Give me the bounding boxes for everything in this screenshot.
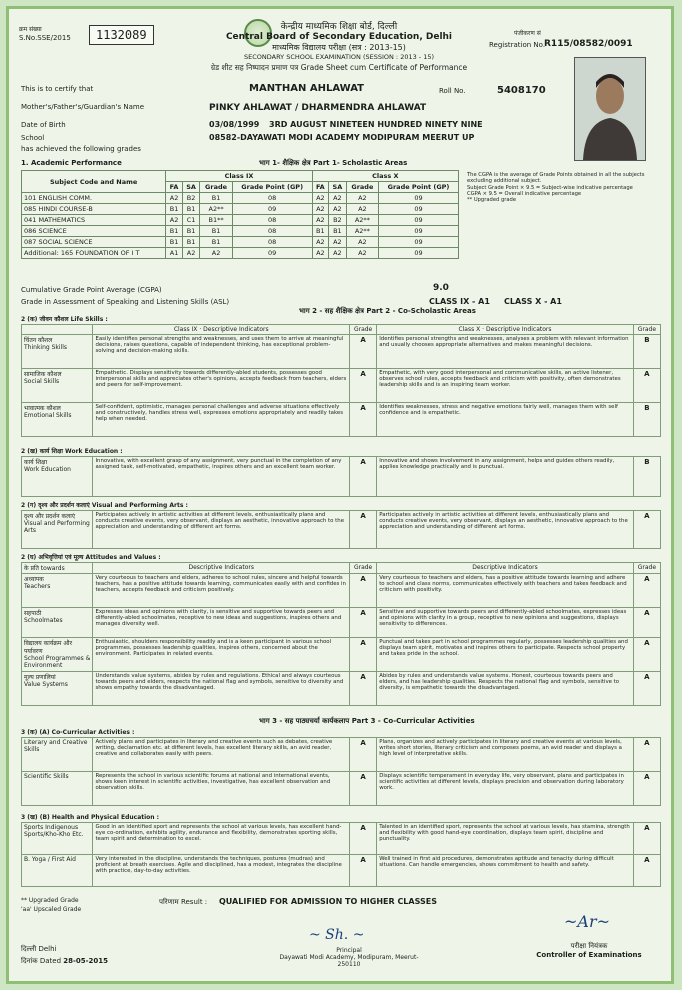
serial-label: S.No.SSE/2015 bbox=[19, 34, 71, 42]
visual-arts-row: दृश्य और प्रदर्शन कलाएं Visual and Performing Arts Participates actively in artistic activities at different levels, enthusiastically plans and conducts creative events, very observant, displays an aesthetic, innovative approach to the appreciation and understanding of different art forms. A Participates actively in artistic activities at different levels, enthusiastically plans and conducts creative events, very observant, displays an aesthetic, innovative approach to the appreciation and understanding of different art forms. A bbox=[22, 511, 661, 549]
subject-row: 087 SOCIAL SCIENCE B1 B1 B1 08 A2 A2 A2 09 bbox=[22, 237, 459, 248]
activities-table bbox=[21, 737, 661, 806]
serial-number: 1132089 bbox=[89, 25, 154, 45]
cert-title: Grade Sheet cum Certificate of Performance bbox=[300, 63, 468, 72]
additional-subject-row: Additional: 165 FOUNDATION OF I T A1 A2 A2 09 A2 A2 A2 09 bbox=[22, 248, 459, 259]
asl-label: Grade in Assessment of Speaking and Listening Skills (ASL) bbox=[21, 298, 230, 306]
place: दिल्ली Delhi bbox=[21, 945, 57, 953]
parents-name: PINKY AHLAWAT / DHARMENDRA AHLAWAT bbox=[209, 103, 427, 113]
certificate-body bbox=[19, 17, 661, 975]
subject-row: 085 HINDI COURSE-B B1 B1 A2** 09 A2 A2 A2 09 bbox=[22, 204, 459, 215]
principal-stamp: Principal Dayawati Modi Academy, Modipuram, Meerut-250110 bbox=[279, 947, 419, 968]
serial-hindi-label: क्रम संख्या bbox=[19, 26, 42, 33]
col-subject: Subject Code and Name bbox=[22, 171, 166, 193]
attitude-row: सहपाठी Schoolmates Expresses ideas and opinions with clarity, is sensitive and supportive towards peers and differently-abled schoolmates, receptive to new ideas and suggestions, inspires others and manages diversity well. A Sensitive and supportive towards peers and differently-abled schoolmates, expresses ideas and opinions with clarity in a group, receptive to new opinions and suggestions, displays sensitivity to differences. A bbox=[22, 608, 661, 638]
col-class-9: Class IX bbox=[166, 171, 312, 182]
board-name-english: Central Board of Secondary Education, Delhi bbox=[225, 32, 453, 42]
controller-label: परीक्षा नियंत्रक Controller of Examinations bbox=[536, 942, 642, 959]
controller-signature-icon: ~Ar~ bbox=[564, 912, 611, 931]
scholastic-table: Subject Code and Name Class IX Class X FA SA Grade Grade Point (GP) FA SA Grade Grade Point (GP) 101 ENGLISH COMM. A2 B2 B1 08 A2 A2 A2 09 085 HINDI COURSE-B B1 B1 A2** 09 A2 A2 A2 09 041 MATHEMATICS A2 C1 B1** 08 A2 B2 A2** 09 086 SCIENCE B1 B1 B1 08 B1 B1 A2** 09 087 SOCIAL SCIENCE B1 B1 B1 08 A2 A2 A2 09 Additional: 165 FOUNDATION OF I T A1 A2 A2 09 A2 A2 A2 09 bbox=[21, 170, 459, 259]
exam-hindi: माध्यमिक विद्यालय परीक्षा (सत्र : 2013-15) bbox=[272, 43, 406, 52]
asl-class-9: CLASS IX - A1 bbox=[429, 297, 490, 306]
registration-label: Registration No. bbox=[489, 41, 546, 49]
activities-title: 3 (क) (A) Co-Curricular Activities : bbox=[21, 729, 135, 736]
school-label: School bbox=[21, 134, 45, 142]
subject-row: 101 ENGLISH COMM. A2 B2 B1 08 A2 A2 A2 09 bbox=[22, 193, 459, 204]
cert-title-hindi: ग्रेड शीट सह निष्पादन प्रमाण पत्र bbox=[210, 63, 299, 72]
life-skill-row: भावात्मक कौशल Emotional Skills Self-confident, optimistic, manages personal challenges and adverse situations effectively and constructively, handles stress well, expresses emotions appropriately and readily takes help when needed. A Identifies weaknesses, stress and negative emotions fairly well, manages them with self confidence and is empathetic. B bbox=[22, 403, 661, 437]
principal-signature-icon: ~ Sh. ~ bbox=[309, 927, 365, 943]
upgraded-legend: ** Upgraded Grade bbox=[21, 897, 79, 904]
attitude-row: अध्यापक Teachers Very courteous to teachers and elders, adheres to school rules, sincere and helpful towards teachers, has a positive attitude towards learning, communicates easily with and confides in teachers, accepts feedback and criticism positively. A Very courteous to teachers and elders, has a positive attitude towards learning and adhere to school and class norms, communicates effectively with teachers and takes feedback and criticism with positivity. A bbox=[22, 574, 661, 608]
upscaled-legend: 'aa' Upscaled Grade bbox=[21, 906, 82, 913]
student-photo bbox=[574, 57, 646, 161]
dob-value: 03/08/1999 bbox=[209, 120, 260, 129]
roll-label: Roll No. bbox=[439, 87, 466, 95]
certify-label: This is to certify that bbox=[21, 85, 94, 93]
board-name-hindi: केन्द्रीय माध्यमिक शिक्षा बोर्ड, दिल्ली bbox=[280, 22, 398, 32]
roll-number: 5408170 bbox=[497, 85, 546, 96]
subject-row: 041 MATHEMATICS A2 C1 B1** 08 A2 B2 A2** 09 bbox=[22, 215, 459, 226]
parents-label: Mother's/Father's/Guardian's Name bbox=[21, 103, 145, 111]
student-name: MANTHAN AHLAWAT bbox=[249, 83, 364, 94]
life-skills-table: Class IX · Descriptive Indicators Grade Class X · Descriptive Indicators Grade चिंतन कौशल Thinking Skills Easily identifies personal strengths and weaknesses, and uses them to arrive at meaningful decisions, raises questions, capable of independent thinking, has exceptional problem-solving and decision-making skills. A Identifies personal strengths and weaknesses, analyses a problem with relevant information and usually chooses appropriate alternatives and makes meaningful decisions. B सामाजिक कौशल Social Skills Empathetic. Displays sensitivity towards differently-abled students, possesses good interpersonal skills and appreciates other's opinions, accepts feedback from teachers, elders and peers for self-improvement. A Empathetic, with very good interpersonal and communicative skills, an active listener, observes school rules, accepts feedback and criticism with positivity, often demonstrates leadership skills and is an inspiring team worker. A भावात्मक कौशल Emotional Skills Self-confident, optimistic, manages personal challenges and adverse situations effectively and constructively, handles stress well, expresses emotions appropriately and readily takes help when needed. A Identifies weaknesses, stress and negative emotions fairly well, manages them with self confidence and is empathetic. B bbox=[21, 324, 661, 437]
work-education-row: कार्य शिक्षा Work Education Innovative, with excellent grasp of any assignment, very punctual in the completion of any assigned task, self-motivated, empathetic, inspires others and an excellent team worker. A Innovative and shows involvement in any assignment, helps and guides others readily, applies knowledge practically and is punctual. B bbox=[22, 457, 661, 497]
health-table bbox=[21, 822, 661, 887]
dob-words: 3RD AUGUST NINETEEN HUNDRED NINETY NINE bbox=[269, 120, 483, 129]
work-education-title: 2 (ख) कार्य शिक्षा Work Education : bbox=[21, 448, 123, 455]
registration-number: R115/08582/0091 bbox=[544, 39, 633, 49]
dob-label: Date of Birth bbox=[21, 121, 66, 129]
academic-label: 1. Academic Performance bbox=[21, 159, 122, 167]
result-value: QUALIFIED FOR ADMISSION TO HIGHER CLASSES bbox=[219, 897, 437, 906]
activity-row: Literary and Creative Skills Actively plans and participates in literary and creative events such as debates, creative writing, declamation etc. at different levels, has excellent literary skills, an avid reader, creative and collaborates easily with peers. A Plans, organizes and actively participates in literary and creative events at various levels, writes short stories, literary criticism and composes poems, an avid reader and displays a high level of interpretative skills. A bbox=[22, 738, 661, 772]
life-skill-row: चिंतन कौशल Thinking Skills Easily identifies personal strengths and weaknesses, and uses them to arrive at meaningful decisions, raises questions, capable of independent thinking, has exceptional problem-solving and decision-making skills. A Identifies personal strengths and weaknesses, analyses a problem with relevant information and usually chooses appropriate alternatives and makes meaningful decisions. B bbox=[22, 335, 661, 369]
cocurricular-part-title: भाग 3 - सह पाठ्यचर्या कार्यकलाप Part 3 - Co-Curricular Activities bbox=[259, 717, 475, 725]
visual-arts-title: 2 (ग) दृश्य और प्रदर्शन कलाएं Visual and Performing Arts : bbox=[21, 502, 188, 509]
asl-class-10: CLASS X - A1 bbox=[504, 297, 562, 306]
school-name: 08582-DAYAWATI MODI ACADEMY MODIPURAM MEERUT UP bbox=[209, 133, 475, 142]
col-class-10: Class X bbox=[312, 171, 458, 182]
result-label: परिणाम Result : bbox=[159, 898, 208, 906]
student-photo-figure bbox=[575, 58, 645, 160]
performance-label: has achieved the following grades bbox=[21, 145, 141, 153]
registration-hindi-label: पंजीकरण सं bbox=[514, 30, 541, 37]
attitudes-table: के प्रति towards Descriptive Indicators Grade Descriptive Indicators Grade अध्यापक Teachers Very courteous to teachers and elders, adheres to school rules, sincere and helpful towards teachers, has a positive attitude towards learning, communicates easily with and confides in teachers, accepts feedback and criticism positively. A Very courteous to teachers and elders, has a positive attitude towards learning and adhere to school and class norms, communicates effectively with teachers and takes feedback and criticism with positivity. A सहपाठी Schoolmates Expresses ideas and opinions with clarity, is sensitive and supportive towards peers and differently-abled schoolmates, receptive to new ideas and suggestions, inspires others and manages diversity well. A Sensitive and supportive towards peers and differently-abled schoolmates, expresses ideas and opinions with clarity in a group, receptive to new opinions and suggestions, displays sensitivity to differences. A विद्यालय कार्यक्रम और पर्यावरण School Programmes & Environment Enthusiastic, shoulders responsibility readily and is a keen participant in various school programmes, possesses leadership qualities, inspires others, concerned about the environment. Participates in related events. A Punctual and takes part in school programmes regularly, possesses leadership qualities and displays team spirit, motivates and inspires others to participate. Respects school property and takes pride in the school. A मूल्य प्रणालियां Value Systems Understands value systems, abides by rules and regulations. Ethical and always courteous towards peers and elders, respects the national flag and symbols, sensitive to diversity and shows empathy towards the disadvantaged. A Abides by rules and understands value systems. Honest, courteous towards peers and elders, and has leadership qualities. Respects the national flag and symbols, sensitive to diversity, is empathetic towards the disadvantaged. A bbox=[21, 562, 661, 706]
cgpa-label: Cumulative Grade Point Average (CGPA) bbox=[21, 286, 162, 294]
visual-arts-table bbox=[21, 510, 661, 549]
health-title: 3 (ख) (B) Health and Physical Education : bbox=[21, 814, 160, 821]
subject-row: 086 SCIENCE B1 B1 B1 08 B1 B1 A2** 09 bbox=[22, 226, 459, 237]
issue-date: 28-05-2015 bbox=[63, 957, 109, 965]
attitude-row: मूल्य प्रणालियां Value Systems Understands value systems, abides by rules and regulations. Ethical and always courteous towards peers and elders, respects the national flag and symbols, sensitive to diversity and shows empathy towards the disadvantaged. A Abides by rules and understands value systems. Honest, courteous towards peers and elders, and has leadership qualities. Respects the national flag and symbols, sensitive to diversity, is empathetic towards the disadvantaged. A bbox=[22, 672, 661, 706]
cgpa-value: 9.0 bbox=[433, 283, 449, 293]
coscholastic-part-title: भाग 2 - सह शैक्षिक क्षेत्र Part 2 - Co-Scholastic Areas bbox=[299, 307, 476, 315]
attitude-row: विद्यालय कार्यक्रम और पर्यावरण School Programmes & Environment Enthusiastic, shoulders responsibility readily and is a keen participant in various school programmes, possesses leadership qualities, inspires others, concerned about the environment. Participates in related events. A Punctual and takes part in school programmes regularly, possesses leadership qualities and displays team spirit, motivates and inspires others to participate. Respects school property and takes pride in the school. A bbox=[22, 638, 661, 672]
work-education-table bbox=[21, 456, 661, 497]
health-row: Sports Indigenous Sports/Kho-Kho Etc. Good in an identified sport and represents the school at various levels, has excellent hand-eye co-ordination, exhibits agility, endurance and flexibility, demonstrates sporting skills, team spirit and determination to excel. A Talented in an identified sport, represents the school at various levels, has stamina, strength and flexibility with good hand-eye coordination, displays team spirit, discipline and punctuality. A bbox=[22, 823, 661, 855]
exam-english: SECONDARY SCHOOL EXAMINATION (SESSION : 2013 - 15) bbox=[243, 53, 435, 61]
life-skill-row: सामाजिक कौशल Social Skills Empathetic. Displays sensitivity towards differently-abled students, possesses good interpersonal skills and appreciates other's opinions, accepts feedback from teachers, elders and peers for self-improvement. A Empathetic, with very good interpersonal and communicative skills, an active listener, observes school rules, accepts feedback and criticism with positivity, often demonstrates leadership skills and is an inspiring team worker. A bbox=[22, 369, 661, 403]
grading-notes: The CGPA is the average of Grade Points obtained in all the subjects excluding additional subject. Subject Grade Point × 9.5 = Subject-wise indicative percentage CGPA × 9.5 = Overall indicative percentage ** Upgraded grade bbox=[467, 172, 645, 204]
activity-row: Scientific Skills Represents the school in various scientific forums at national and international events, shows keen interest in scientific activities, investigative, has excellent observation and observation skills. A Displays scientific temperament in everyday life, very observant, plans and participates in scientific activities at different levels, displays precision and observation during laboratory work. A bbox=[22, 772, 661, 806]
health-row: B. Yoga / First Aid Very interested in the discipline, understands the techniques, postures (mudras) and proficient at breath exercises. Agile and disciplined, has a modest, integrates the discipline with practice, day-to-day activities. A Well trained in first aid procedures, demonstrates aptitude and tenacity during difficult situations. Can handle emergencies, shows commitment to health and safety. A bbox=[22, 855, 661, 887]
life-skills-title: 2 (क) जीवन कौशल Life Skills : bbox=[21, 316, 108, 323]
grade-sheet-certificate bbox=[6, 6, 674, 984]
scholastic-part-title: भाग 1- शैक्षिक क्षेत्र Part 1- Scholastic Areas bbox=[259, 159, 408, 167]
attitudes-title: 2 (घ) अभिवृत्तियां एवं मूल्य Attitudes and Values : bbox=[21, 554, 161, 561]
date-line: दिनांक Dated 28-05-2015 bbox=[21, 957, 109, 965]
board-header bbox=[204, 19, 474, 73]
